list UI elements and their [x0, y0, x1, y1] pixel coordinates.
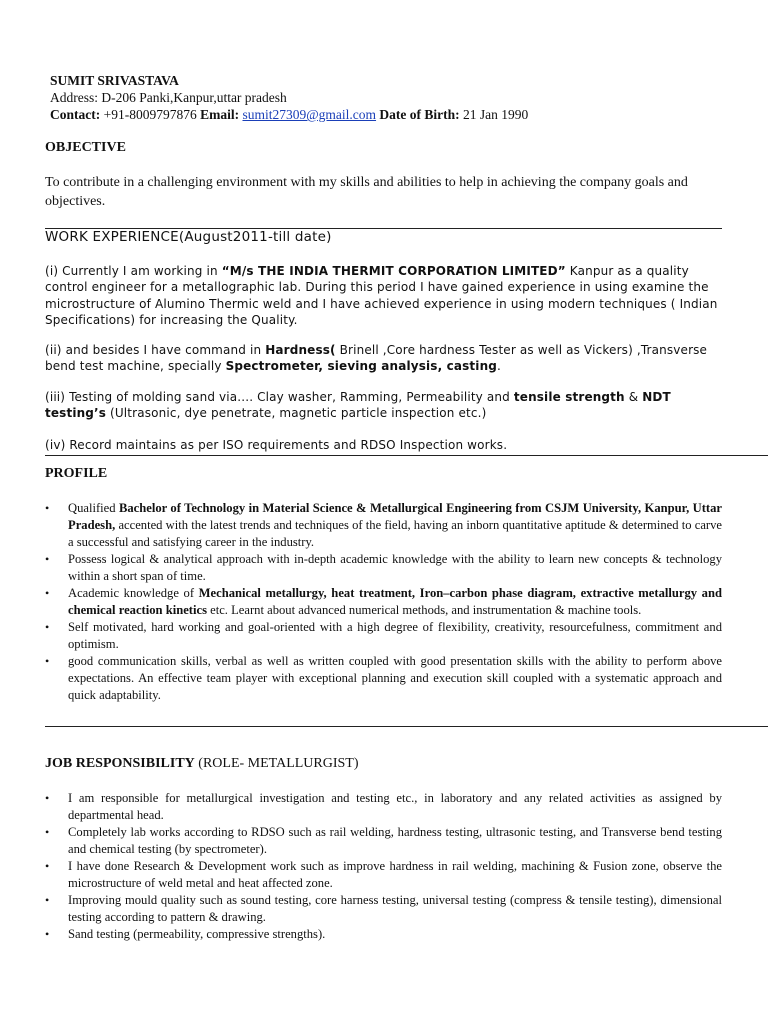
bullet-icon: • — [45, 927, 50, 941]
work-p1-text: (i) Currently I am working in — [45, 264, 222, 278]
profile-item-rest: accented with the latest trends and techniques of the field, having an inborn quantitative aptitude & determined to carve a successful and satisfying career in the industry. — [68, 518, 722, 549]
work-paragraph-3 — [45, 389, 735, 422]
profile-item-rest: etc. Learnt about advanced numerical methods, and instrumentation & machine tools. — [206, 603, 642, 617]
work-paragraph-2 — [45, 342, 735, 375]
list-item — [45, 585, 722, 619]
job-heading-label: JOB RESPONSIBILITY — [45, 756, 195, 771]
bullet-icon: • — [45, 791, 50, 805]
address-line — [50, 89, 528, 106]
job-list — [45, 790, 722, 943]
job-role: (ROLE- METALLURGIST) — [194, 756, 359, 771]
profile-item-text: Possess logical & analytical approach with in-depth academic knowledge with the ability to learn new concepts & technology within a short span of time. — [68, 552, 722, 583]
email-label: Email: — [200, 107, 240, 122]
profile-list — [45, 500, 722, 704]
dob-label: Date of Birth: — [379, 107, 460, 122]
profile-heading: PROFILE — [45, 466, 108, 481]
work-p2-bold-2: Spectrometer, sieving analysis, casting — [225, 359, 498, 374]
list-item — [45, 500, 722, 551]
contact-line — [50, 106, 528, 123]
section-divider — [45, 455, 768, 456]
work-p2-end: . — [497, 359, 501, 374]
objective-text: To contribute in a challenging environment with my skills and abilities to help in achieving the company goals and objectives. — [45, 175, 688, 209]
profile-item-text: Academic knowledge of — [68, 586, 199, 600]
bullet-icon: • — [45, 893, 50, 907]
bullet-icon: • — [45, 620, 50, 634]
list-item — [45, 790, 722, 824]
work-p3-end: (Ultrasonic, dye penetrate, magnetic particle inspection etc.) — [106, 406, 487, 421]
list-item — [45, 653, 722, 704]
work-paragraph-4: (iv) Record maintains as per ISO requirements and RDSO Inspection works. — [45, 438, 508, 452]
bullet-icon: • — [45, 859, 50, 873]
contact-header — [50, 72, 528, 123]
work-p3-bold-2: NDT testing’s — [45, 390, 671, 421]
work-p2-mid: Brinell ,Core hardness Tester as well as Vickers) ,Transverse bend test machine, specially — [45, 343, 708, 374]
bullet-icon: • — [45, 552, 50, 566]
job-responsibility-heading — [45, 756, 359, 772]
bullet-icon: • — [45, 586, 50, 600]
list-item — [45, 619, 722, 653]
list-item — [45, 824, 722, 858]
work-p3-bold-1: tensile strength — [513, 390, 625, 404]
job-item-text: Improving mould quality such as sound testing, core harness testing, universal testing (compress & tensile testing), dimensional testing according to pattern & drawing. — [68, 893, 722, 924]
list-item — [45, 858, 722, 892]
work-p2-bold-1: Hardness( — [265, 343, 336, 357]
profile-item-text: Qualified — [68, 501, 119, 515]
address-label: Address: — [50, 90, 98, 105]
candidate-name: SUMIT SRIVASTAVA — [50, 73, 179, 88]
profile-item-bold: Bachelor of Technology in Material Science & Metallurgical Engineering from CSJM University, Kanpur, Uttar Pradesh, — [68, 501, 722, 532]
work-experience-heading: WORK EXPERIENCE(August2011-till date) — [45, 229, 332, 245]
work-p2-text: (ii) and besides I have command in — [45, 343, 266, 357]
list-item — [45, 892, 722, 926]
email-link[interactable]: sumit27309@gmail.com — [242, 107, 377, 122]
bullet-icon: • — [45, 825, 50, 839]
work-p3-amp: & — [624, 390, 643, 404]
work-p3-text: (iii) Testing of molding sand via.... Clay washer, Ramming, Permeability and — [45, 390, 514, 404]
job-item-text: I am responsible for metallurgical investigation and testing etc., in laboratory and any related activities as assigned by departmental head. — [68, 791, 722, 822]
bullet-icon: • — [45, 501, 50, 515]
profile-item-bold: Mechanical metallurgy, heat treatment, Iron–carbon phase diagram, extractive metallurgy and chemical reaction kinetics — [68, 586, 722, 617]
dob-value: 21 Jan 1990 — [463, 107, 529, 122]
bullet-icon: • — [45, 654, 50, 668]
address-value: D-206 Panki,Kanpur,uttar pradesh — [101, 90, 287, 105]
work-paragraph-1 — [45, 263, 735, 328]
job-item-text: Sand testing (permeability, compressive strengths). — [68, 927, 326, 941]
list-item — [45, 926, 722, 943]
objective-heading: OBJECTIVE — [45, 140, 126, 155]
list-item — [45, 551, 722, 585]
profile-item-text: Self motivated, hard working and goal-oriented with a high degree of flexibility, creativity, resourcefulness, commitment and optimism. — [68, 620, 722, 651]
job-item-text: Completely lab works according to RDSO such as rail welding, hardness testing, ultrasonic testing, and Transverse bend testing and chemical testing (by spectrometer). — [68, 825, 722, 856]
work-p1-company: “M/s THE INDIA THERMIT CORPORATION LIMITED” — [221, 264, 566, 278]
work-p1-rest: Kanpur as a quality control engineer for a metallographic lab. During this period I have gained experience in using examine the microstructure of Alumino Thermic weld and I have achieved experience in using modern techniques ( Indian Specifications) for increasing the Quality. — [45, 264, 718, 327]
phone-value: +91-8009797876 — [103, 107, 197, 122]
contact-label: Contact: — [50, 107, 101, 122]
profile-item-text: good communication skills, verbal as well as written coupled with good presentation skills with the ability to perform above expectations. An effective team player with exceptional planning and execution skill coupled with a systematic approach and quick adaptability. — [68, 654, 722, 702]
job-item-text: I have done Research & Development work such as improve hardness in rail welding, machining & Fusion zone, observe the microstructure of weld metal and heat affected zone. — [68, 859, 722, 890]
section-divider — [45, 726, 768, 727]
